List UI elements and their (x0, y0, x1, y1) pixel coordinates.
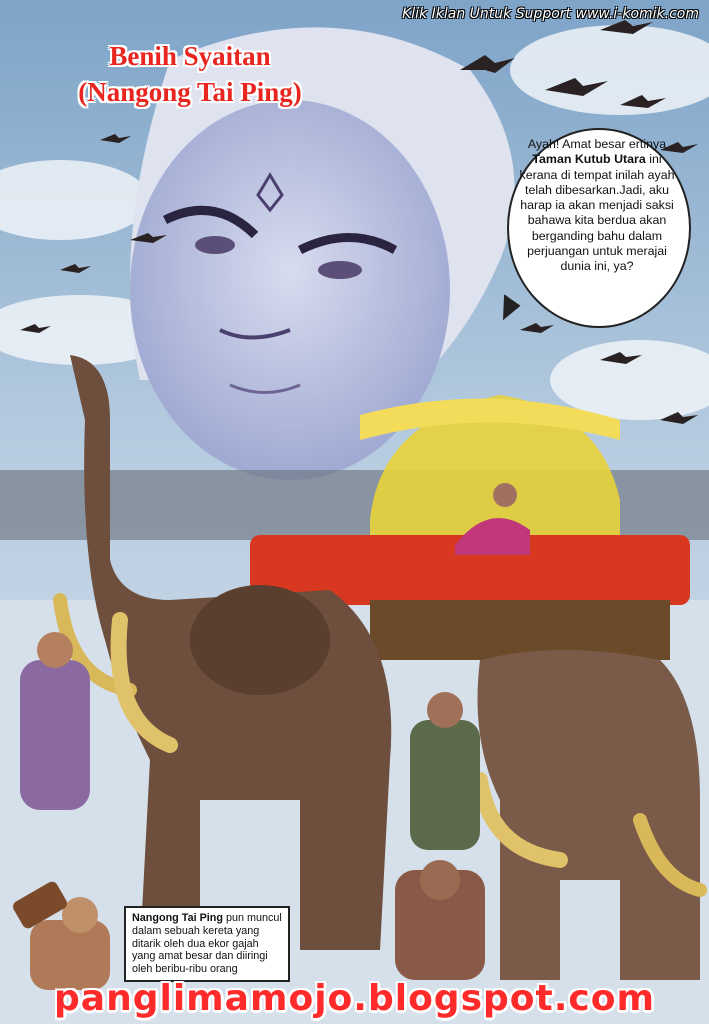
caption-text: pun muncul dalam sebuah kereta yang ditarik oleh dua ekor gajah yang amat besar dan diiringi oleh beribu-ribu orang (132, 912, 282, 976)
watermark-top: Klik Iklan Untuk Support www.i-komik.com (402, 6, 699, 22)
speech-text-after: ini kerana di tempat inilah ayah telah dibesarkan.Jadi, aku harap ia akan menjadi saksi bahawa kita berdua akan berganding bahu dalam perjuangan untuk merajai dunia ini, ya? (519, 152, 675, 274)
speech-text-bold: Taman Kutub Utara (532, 152, 646, 167)
footer-watermark: panglimamojo.blogspot.com (54, 978, 655, 1019)
caption-bold: Nangong Tai Ping (132, 912, 223, 924)
narration-caption (124, 906, 290, 982)
chapter-title (40, 38, 340, 110)
speech-bubble-text (515, 137, 679, 275)
title-line-1: Benih Syaitan (109, 41, 271, 71)
title-line-2: (Nangong Tai Ping) (78, 77, 302, 107)
speech-text-before: Ayah! Amat besar ertinya (527, 137, 667, 151)
